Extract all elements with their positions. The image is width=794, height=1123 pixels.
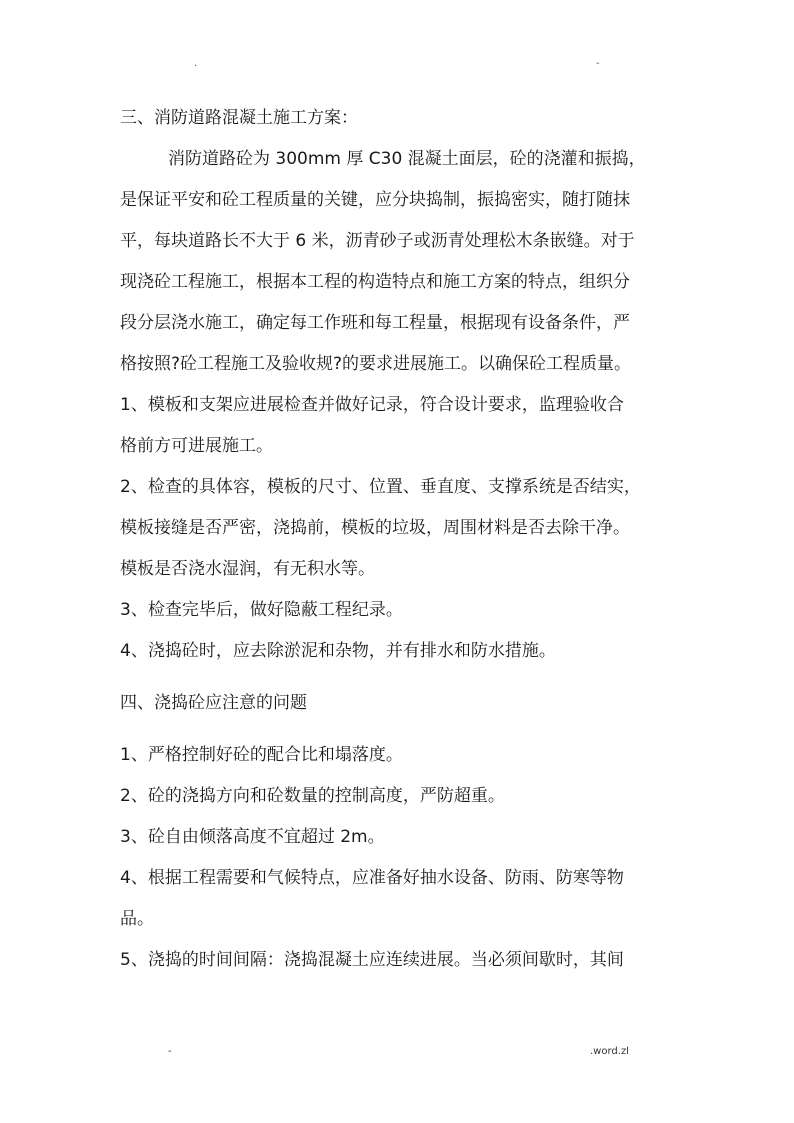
list-item-line: 模板是否浇水湿润，有无积水等。 [120,559,375,579]
list-item: 3、检查完毕后，做好隐蔽工程纪录。 [120,600,403,620]
list-item: 1、严格控制好砼的配合比和塌落度。 [120,745,403,765]
list-item [120,864,676,933]
list-item: 2、砼的浇捣方向和砼数量的控制高度，严防超重。 [120,786,505,806]
footer-right-mark: .word.zl [590,1046,629,1057]
paragraph-line: 现浇砼工程施工，根据本工程的构造特点和施工方案的特点，组织分 [120,272,630,292]
list-item-line: 2、检查的具体容，模板的尺寸、位置、垂直度、支撑系统是否结实， [120,477,641,497]
list-item: 4、浇捣砼时，应去除淤泥和杂物，并有排水和防水措施。 [120,641,556,661]
header-right-mark: - [596,58,600,69]
paragraph-line: 格按照?砼工程施工及验收规?的要求进展施工。以确保砼工程质量。 [120,354,632,374]
list-item: 3、砼自由倾落高度不宜超过 2m。 [120,827,385,847]
paragraph-line: 是保证平安和砼工程质量的关键，应分块捣制，振捣密实，随打随抹 [120,190,630,210]
section-3-paragraph [120,145,676,378]
list-item: 5、浇捣的时间间隔：浇捣混凝土应连续进展。当必须间歇时，其间 [120,950,624,970]
list-item-line: 模板接缝是否严密，浇捣前，模板的垃圾，周围材料是否去除干净。 [120,518,630,538]
paragraph-line: 消防道路砼为 300mm 厚 C30 混凝土面层，砼的浇灌和振捣， [168,149,646,169]
header-left-mark: . [194,58,198,69]
list-item-line: 4、根据工程需要和气候特点，应准备好抽水设备、防雨、防寒等物 [120,868,624,888]
list-item-line: 品。 [120,909,154,929]
list-item [120,473,676,583]
list-item-line: 格前方可进展施工。 [120,436,273,456]
list-item [120,391,676,460]
section-4-title: 四、浇捣砼应注意的问题 [120,693,307,713]
paragraph-line: 平，每块道路长不大于 6 米，沥青砂子或沥青处理松木条嵌缝。对于 [120,231,635,251]
paragraph-line: 段分层浇水施工，确定每工作班和每工程量，根据现有设备条件，严 [120,313,630,333]
document-body [120,104,676,974]
list-item-line: 1、模板和支架应进展检查并做好记录，符合设计要求，监理验收合 [120,395,624,415]
footer-left-mark: - [168,1046,172,1057]
section-3-title: 三、消防道路混凝土施工方案： [120,108,358,128]
